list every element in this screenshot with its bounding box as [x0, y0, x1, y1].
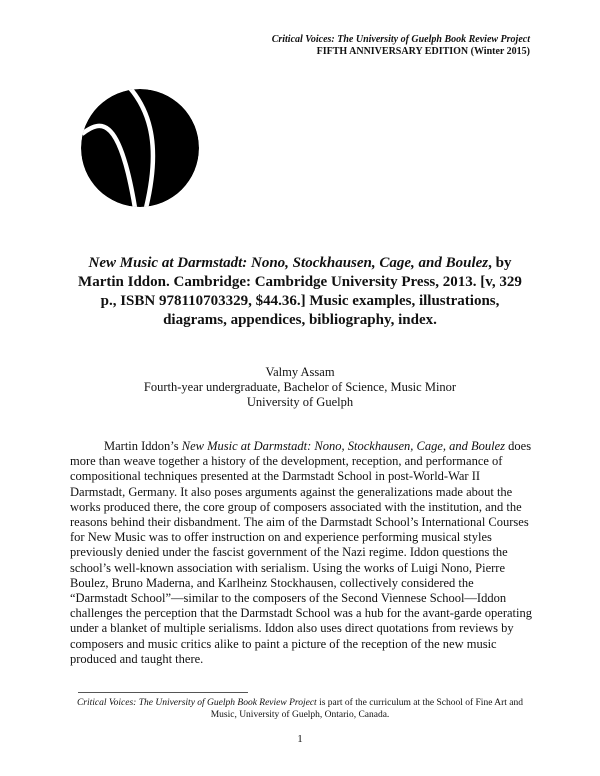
reviewer-position: Fourth-year undergraduate, Bachelor of Science, Music Minor [143, 380, 457, 394]
citation-details: , by Martin Iddon. Cambridge: Cambridge University Press, 2013. [v, 329 p., ISBN 978110703329, $44.36.] Music examples, illustrations, diagrams, appendices, bibliography, index. [78, 255, 522, 328]
reviewer-block [70, 365, 530, 410]
page-number: 1 [297, 733, 303, 745]
paragraph-text: does more than weave together a history of the development, reception, and performance of compositional techniques presented at the Darmstadt School in post-World-War II Darmstadt, Germany. It also poses arguments against the generalizations made about the works produced there, the core group of composers associated with the institution, and the reasons behind their disbandment. The aim of the Darmstadt School’s International Courses for New Music was to offer instruction on and experience performing musical styles previously denied under the fascist government of the Nazi regime. Iddon questions the school’s well-known association with serialism. Using the works of Luigi Nono, Pierre Boulez, Bruno Maderna, and Karlheinz Stockhausen, collectively considered the “Darmstadt School”—similar to the composers of the Second Viennese School—Iddon challenges the perception that the Darmstadt School was a hub for the avant-garde operating under a blanket of multiple serialisms. Iddon also uses direct quotations from reviews by composers and music critics alike to paint a picture of the reception of the new music produced and taught there. [70, 439, 532, 666]
paragraph-lead: Martin Iddon’s [104, 439, 182, 453]
footnote-divider [78, 692, 248, 693]
footnote-project-title: Critical Voices: The University of Guelph Book Review Project [76, 698, 317, 708]
running-header [272, 34, 530, 58]
header-edition: FIFTH ANNIVERSARY EDITION (Winter 2015) [316, 46, 530, 57]
sliced-black-circle-icon [80, 88, 200, 208]
book-title: New Music at Darmstadt: Nono, Stockhausen, Cage, and Boulez [88, 255, 489, 271]
footnote [70, 697, 530, 721]
footnote-text: is part of the curriculum at the School of Fine Art and Music, University of Guelph, Ontario, Canada. [210, 698, 524, 720]
review-citation [70, 254, 530, 330]
paragraph-book-title: New Music at Darmstadt: Nono, Stockhausen, Cage, and Boulez [181, 439, 506, 453]
reviewer-institution: University of Guelph [246, 395, 354, 409]
review-paragraph [70, 439, 532, 667]
header-series-title: Critical Voices: The University of Guelph Book Review Project [271, 34, 530, 45]
reviewer-name: Valmy Assam [265, 365, 335, 379]
